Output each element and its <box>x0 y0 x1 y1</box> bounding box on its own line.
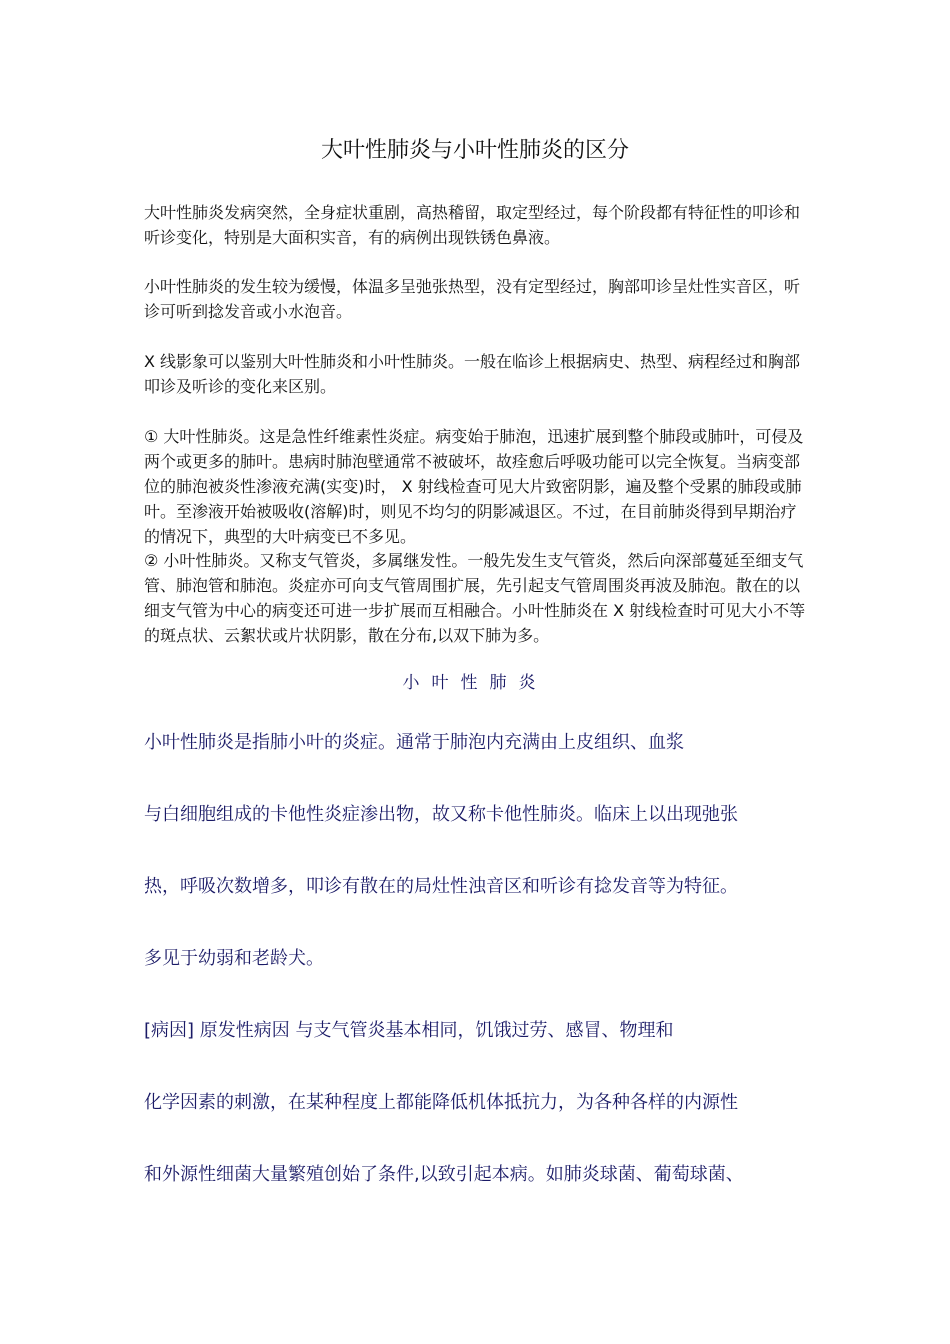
body-line: 热，呼吸次数增多，叩诊有散在的局灶性浊音区和听诊有捻发音等为特征。 <box>144 876 738 897</box>
body-line: [病因] 原发性病因 与支气管炎基本相同，饥饿过劳、感冒、物理和 <box>144 1020 674 1041</box>
paragraph-lobar-symptoms: 大叶性肺炎发病突然，全身症状重剧，高热稽留，取定型经过，每个阶段都有特征性的叩诊和听诊变化，特别是大面积实音，有的病例出现铁锈色鼻液。 <box>144 203 801 247</box>
body-line: 和外源性细菌大量繁殖创始了条件,以致引起本病。如肺炎球菌、葡萄球菌、 <box>144 1164 744 1185</box>
section-heading: 小叶性肺炎 <box>402 673 548 693</box>
body-line: 化学因素的刺激，在某种程度上都能降低机体抵抗力，为各种各样的内源性 <box>144 1092 738 1113</box>
body-line: 小叶性肺炎是指肺小叶的炎症。通常于肺泡内充满由上皮组织、血浆 <box>144 732 684 753</box>
paragraph-lobar-pneumonia: ① 大叶性肺炎。这是急性纤维素性炎症。病变始于肺泡，迅速扩展到整个肺段或肺叶，可侵及两个或更多的肺叶。患病时肺泡壁通常不被破坏，故痊愈后呼吸功能可以完全恢复。当病变部位的肺泡被炎性渗液充满(实变)时， X 射线检查可见大片致密阴影，遍及整个受累的肺段或肺叶。至渗液开始被吸收(溶解)时，则见不均匀的阴影减退区。不过，在目前肺炎得到早期治疗的情况下，典型的大叶病变已不多见。 <box>144 427 804 546</box>
paragraph-lobular-pneumonia: ② 小叶性肺炎。又称支气管炎，多属继发性。一般先发生支气管炎，然后向深部蔓延至细支气管、肺泡管和肺泡。炎症亦可向支气管周围扩展，先引起支气管周围炎再波及肺泡。散在的以细支气管为中心的病变还可进一步扩展而互相融合。小叶性肺炎在 X 射线检查时可见大小不等的斑点状、云絮状或片状阴影，散在分布,以双下肺为多。 <box>144 551 806 645</box>
paragraph-lobular-symptoms: 小叶性肺炎的发生较为缓慢，体温多呈弛张热型，没有定型经过，胸部叩诊呈灶性实音区，听诊可听到捻发音或小水泡音。 <box>144 277 801 321</box>
body-line: 与白细胞组成的卡他性炎症渗出物，故又称卡他性肺炎。临床上以出现弛张 <box>144 804 738 825</box>
document-title: 大叶性肺炎与小叶性肺炎的区分 <box>320 138 629 163</box>
body-line: 多见于幼弱和老龄犬。 <box>144 948 324 969</box>
paragraph-xray-distinction: X 线影象可以鉴别大叶性肺炎和小叶性肺炎。一般在临诊上根据病史、热型、病程经过和胸部叩诊及听诊的变化来区别。 <box>144 352 801 396</box>
